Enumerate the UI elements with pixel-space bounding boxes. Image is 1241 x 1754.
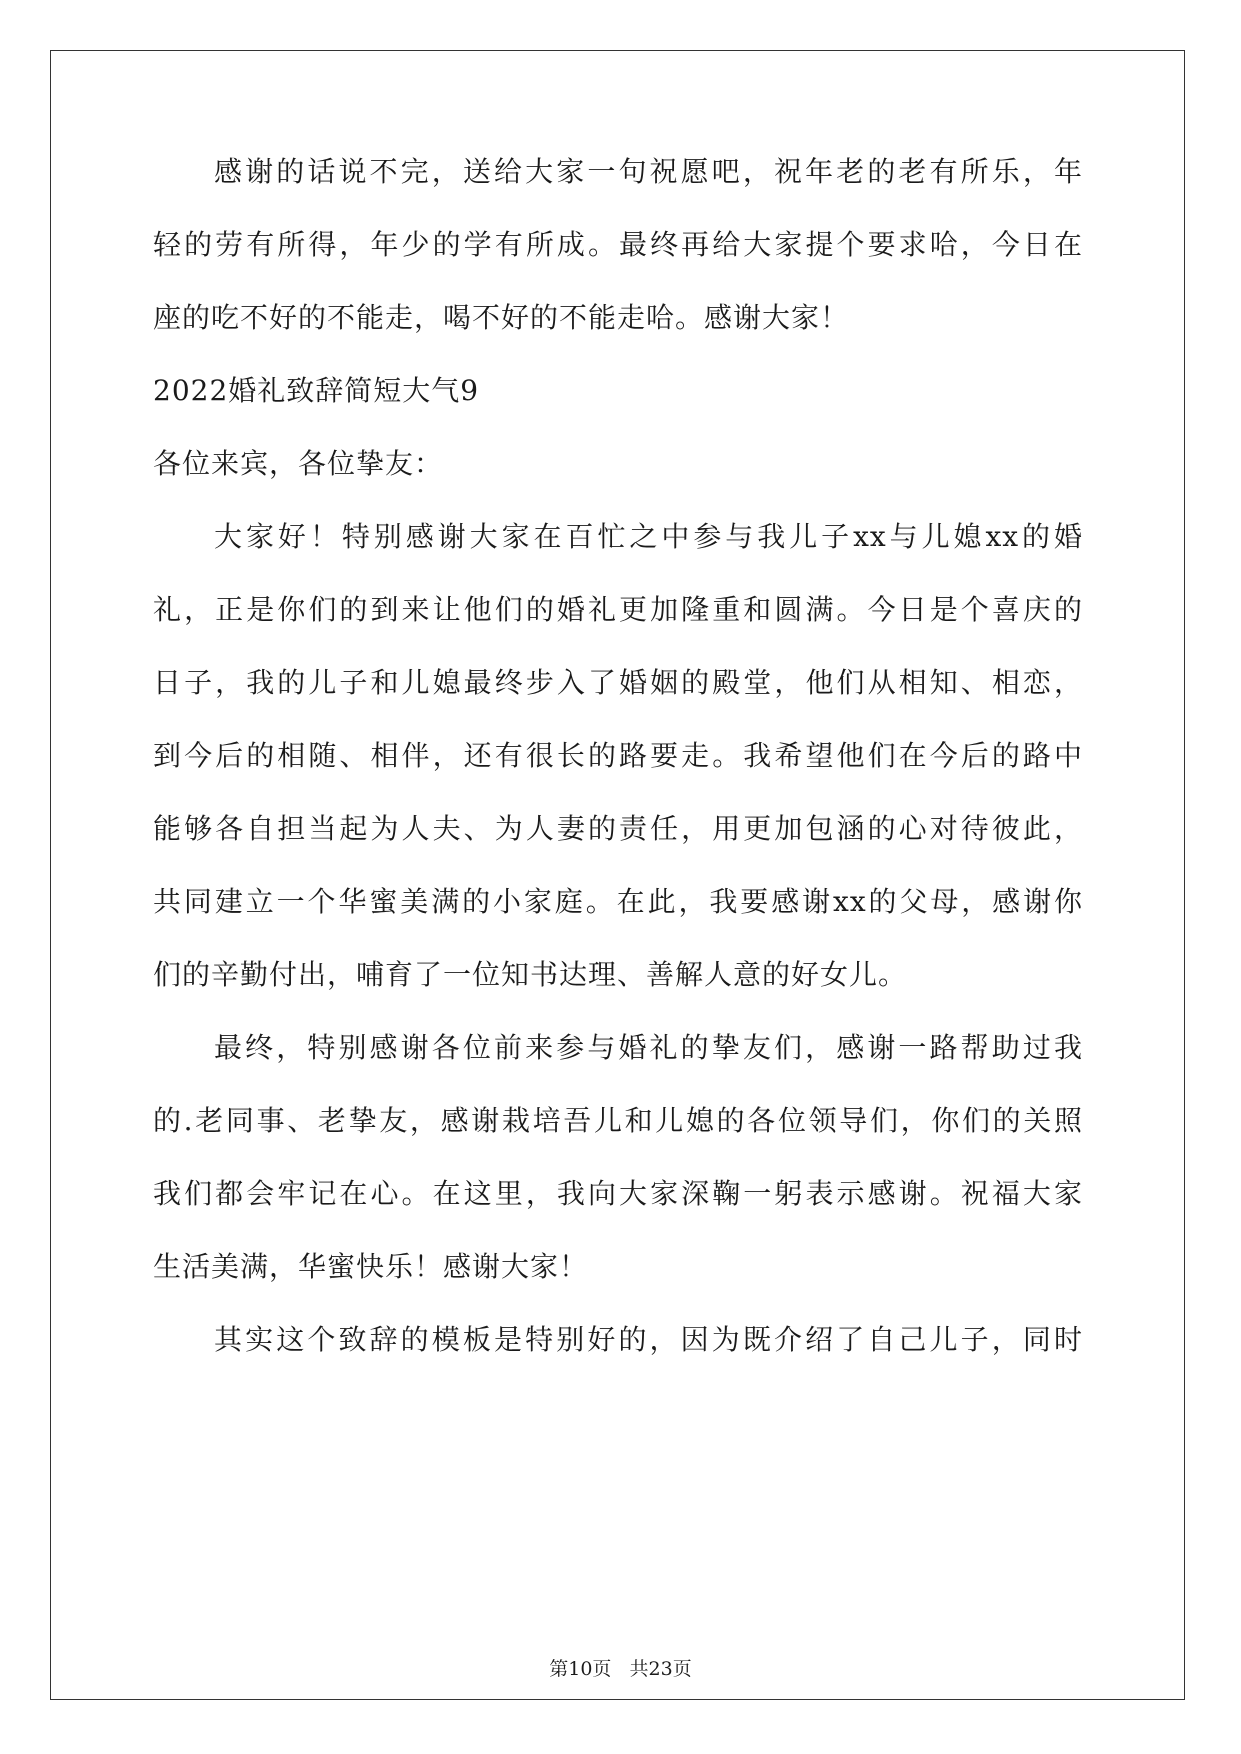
paragraph-line: 感谢的话说不完，送给大家一句祝愿吧，祝年老的老有所乐，年 [214,155,1083,188]
paragraph-line: 生活美满，华蜜快乐！感谢大家！ [153,1250,589,1283]
paragraph-line: 大家好！特别感谢大家在百忙之中参与我儿子xx与儿媳xx的婚 [214,520,1083,553]
paragraph-line: 能够各自担当起为人夫、为人妻的责任，用更加包涵的心对待彼此， [153,812,1083,845]
paragraph-line: 的.老同事、老挚友，感谢栽培吾儿和儿媳的各位领导们，你们的关照 [153,1104,1083,1137]
page-number-footer: 第10页 共23页 [549,1658,692,1680]
paragraph-line: 我们都会牢记在心。在这里，我向大家深鞠一躬表示感谢。祝福大家 [153,1177,1083,1210]
paragraph-line: 共同建立一个华蜜美满的小家庭。在此，我要感谢xx的父母，感谢你 [153,885,1083,918]
paragraph-line: 们的辛勤付出，哺育了一位知书达理、善解人意的好女儿。 [153,958,908,991]
paragraph-line: 其实这个致辞的模板是特别好的，因为既介绍了自己儿子，同时 [214,1323,1083,1356]
paragraph-line: 日子，我的儿子和儿媳最终步入了婚姻的殿堂，他们从相知、相恋， [153,666,1083,699]
paragraph-line: 轻的劳有所得，年少的学有所成。最终再给大家提个要求哈，今日在 [153,228,1083,261]
section-heading: 2022婚礼致辞简短大气9 [153,374,480,407]
salutation: 各位来宾，各位挚友： [153,447,444,480]
paragraph-line: 礼，正是你们的到来让他们的婚礼更加隆重和圆满。今日是个喜庆的 [153,593,1083,626]
paragraph-line: 座的吃不好的不能走，喝不好的不能走哈。感谢大家！ [153,301,850,334]
paragraph-line: 到今后的相随、相伴，还有很长的路要走。我希望他们在今后的路中 [153,739,1083,772]
paragraph-line: 最终，特别感谢各位前来参与婚礼的挚友们，感谢一路帮助过我 [214,1031,1083,1064]
